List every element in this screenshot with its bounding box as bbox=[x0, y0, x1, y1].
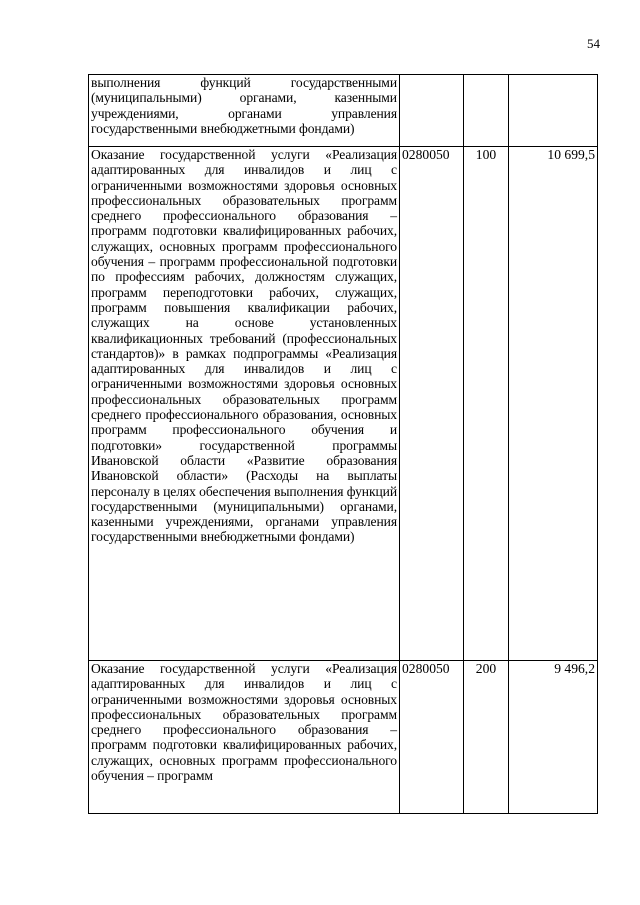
target-article-code bbox=[400, 75, 464, 147]
target-article-code: 0280050 bbox=[400, 661, 464, 814]
table-row bbox=[89, 147, 598, 661]
row-description: выполнения функций государственными (муниципальными) органами, казенными учреждениями, органами управления государственными внебюджетными фондами) bbox=[89, 75, 400, 147]
budget-table bbox=[88, 74, 598, 814]
amount bbox=[509, 75, 598, 147]
table-row bbox=[89, 75, 598, 147]
row-description: Оказание государственной услуги «Реализация адаптированных для инвалидов и лиц с ограниченными возможностями здоровья основных профессиональных образовательных программ среднего профессионального образования – программ подготовки квалифицированных рабочих, служащих, основных программ профессионального обучения – программ профессиональной подготовки по профессиям рабочих, должностям служащих, программ переподготовки рабочих, служащих, программ повышения квалификации рабочих, служащих на основе установленных квалификационных требований (профессиональных стандартов)» в рамках подпрограммы «Реализация адаптированных для инвалидов и лиц с ограниченными возможностями здоровья основных профессиональных образовательных программ среднего профессионального образования, основных программ профессионального обучения и подготовки» государственной программы Ивановской области «Развитие образования Ивановской области» (Расходы на выплаты персоналу в целях обеспечения выполнения функций государственными (муниципальными) органами, казенными учреждениями, органами управления государственными внебюджетными фондами) bbox=[89, 147, 400, 661]
amount: 9 496,2 bbox=[509, 661, 598, 814]
expense-type-code: 200 bbox=[464, 661, 509, 814]
amount: 10 699,5 bbox=[509, 147, 598, 661]
table-row bbox=[89, 661, 598, 814]
expense-type-code bbox=[464, 75, 509, 147]
page-number: 54 bbox=[587, 36, 600, 51]
row-description: Оказание государственной услуги «Реализация адаптированных для инвалидов и лиц с ограниченными возможностями здоровья основных профессиональных образовательных программ среднего профессионального образования – программ подготовки квалифицированных рабочих, служащих, основных программ профессионального обучения – программ bbox=[89, 661, 400, 814]
target-article-code: 0280050 bbox=[400, 147, 464, 661]
expense-type-code: 100 bbox=[464, 147, 509, 661]
